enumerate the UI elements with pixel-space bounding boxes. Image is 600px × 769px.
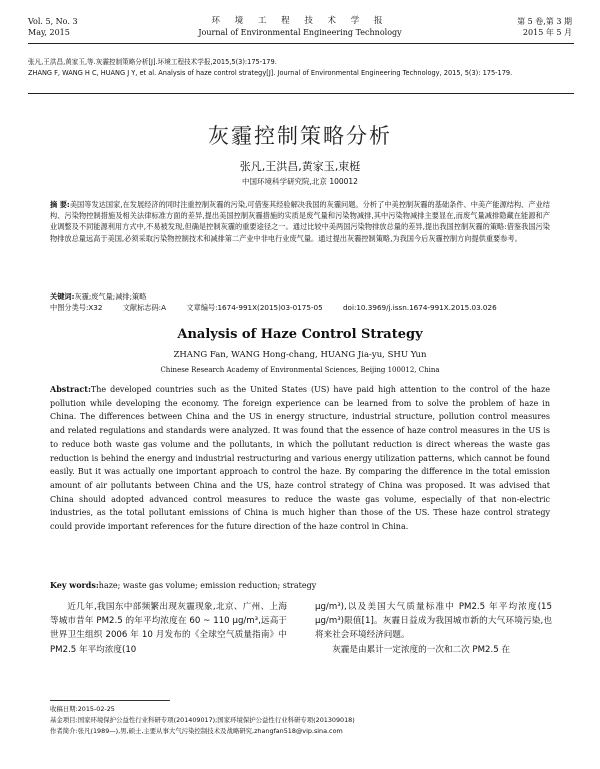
title-cn: 灰霾控制策略分析 [208, 124, 392, 148]
header-issue-date: 2015 年 5 月 [522, 28, 572, 37]
footnote-funding: 基金项目:国家环境保护公益性行业科研专项(201409017);国家环境保护公益性行业科研专项(201309018) [50, 716, 355, 724]
keywords-cn-label: 关键词: [50, 292, 75, 301]
footnote-rule [50, 700, 170, 701]
authors-en: ZHANG Fan, WANG Hong-chang, HUANG Jia-yu, SHU Yun [173, 350, 427, 360]
article-number: 文章编号:1674-991X(2015)03-0175-05 [186, 303, 323, 312]
abstract-cn [50, 199, 550, 244]
footnote-author: 作者简介:张凡(1989—),男,硕士,主要从事大气污染控制技术及战略研究,zhangfan518@vip.sina.com [50, 727, 343, 735]
doc-code: 文献标志码:A [122, 303, 167, 312]
header-rule [28, 43, 574, 44]
header-volume-line: Vol. 5, No. 3 [28, 17, 78, 26]
abstract-en-text: The developed countries such as the United States (US) have paid high attention to the control of the haze pollution while developing the economy. The foreign experience can be learned from to solve the problem of haze in China. The differences between China and the US in energy structure, industrial structure, pollution control measures and related regulations and standards were analyzed. It was found that the essence of haze control measures in the US is to reduce both waste gas volume and the pollutants, in which the pollutant reduction is direct whereas the waste gas reduction is behind the energy and industrial restructuring and various energy utilization patterns, which cannot be found easily. But it was actually one important approach to control the haze. By comparing the difference in the total emission amount of air pollutants between China and the US, haze control strategy of China was proposed. It was advised that China should adopted advanced control measures to reduce the waste gas volume, especially of that non-electric industries, as the total pollutant emissions of China is much higher than those of the US. These haze control strategy could provide important references for the future direction of the haze control in China. [50, 385, 550, 532]
body-column-right [315, 600, 552, 657]
abstract-cn-label: 摘 要: [50, 200, 70, 209]
body-paragraph-1-cont: μg/m³),以及美国大气质量标准中 PM2.5 年平均浓度(15 μg/m³)限值[1]。灰霾日益成为我国城市新的大气环境污染,也将来社会环境经济问题。 [315, 602, 552, 641]
affiliation-en: Chinese Research Academy of Environmental Sciences, Beijing 100012, China [160, 366, 440, 374]
affiliation-cn: 中国环境科学研究院,北京 100012 [242, 177, 358, 186]
keywords-en-text: haze; waste gas volume; emission reduction; strategy [98, 581, 317, 590]
doi: doi:10.3969/j.issn.1674-991X.2015.03.026 [342, 303, 497, 312]
header-journal [0, 16, 600, 38]
keywords-en [50, 580, 550, 590]
citation-rule [28, 93, 574, 94]
keywords-en-label: Key words: [50, 580, 99, 590]
header-date-line: May, 2015 [28, 28, 70, 37]
body-column-left [50, 600, 287, 657]
keywords-cn [50, 291, 550, 302]
header-issue [517, 16, 572, 38]
title-en: Analysis of Haze Control Strategy [177, 327, 423, 342]
abstract-en [50, 383, 550, 534]
header-journal-en: Journal of Environmental Engineering Technology [198, 28, 402, 37]
body-paragraph-2: 灰霾是由累计一定浓度的一次和二次 PM2.5 在 [332, 644, 511, 655]
authors-cn: 张凡,王洪昌,黄家玉,束梃 [239, 160, 361, 173]
classification-line [50, 303, 570, 313]
header-issue-line: 第 5 卷,第 3 期 [517, 17, 572, 26]
abstract-en-label: Abstract: [50, 384, 91, 394]
clc-number: 中图分类号:X32 [50, 303, 103, 312]
header-journal-cn: 环 境 工 程 技 术 学 报 [211, 16, 389, 26]
citation-en: ZHANG F, WANG H C, HUANG J Y, et al. Analysis of haze control strategy[J]. Journal of Environmental Engineering Technology, 2015, 5(3): 175-179. [28, 69, 513, 77]
abstract-cn-text: 美国等发达国家,在发展经济的同时注重控制灰霾的污染,可借鉴其经验解决我国的灰霾问题。分析了中美控制灰霾的基础条件、中美产能源结构、产业结构、污染物控制措施及相关法律标准方面的差异,提出美国控制灰霾措施的实质是废气量和污染物减排,其中污染物减排主要显在,而废气量减排隐藏在能源和产业调整及不同能源利用方式中,不易被发现,但确是控制灰霾的重要途径之一。通过比较中美两国污染物排放总量的差异,提出我国控制灰霾的策略:借鉴我国污染物排放总量远高于美国,必须采取污染物控制技术和减排第二产业中非电行业废气量。通过提出灰霾控制策略,为我国今后灰霾控制方向提供重要参考。 [50, 200, 550, 243]
keywords-cn-text: 灰霾;废气量;减排;策略 [74, 292, 147, 301]
citation-cn: 张凡,王洪昌,黄家玉,等.灰霾控制策略分析[J].环境工程技术学报,2015,5(3):175-179. [28, 58, 277, 66]
footnote-received: 收稿日期:2015-02-25 [50, 705, 115, 713]
body-paragraph-1: 近几年,我国东中部频繁出现灰霾现象,北京、广州、上海等城市昔年 PM2.5 的年平均浓度在 60 ~ 110 μg/m³,远高于世界卫生组织 2006 年 10 月发布的《全球空气质量指南》中 PM2.5 年平均浓度(10 [50, 602, 287, 655]
